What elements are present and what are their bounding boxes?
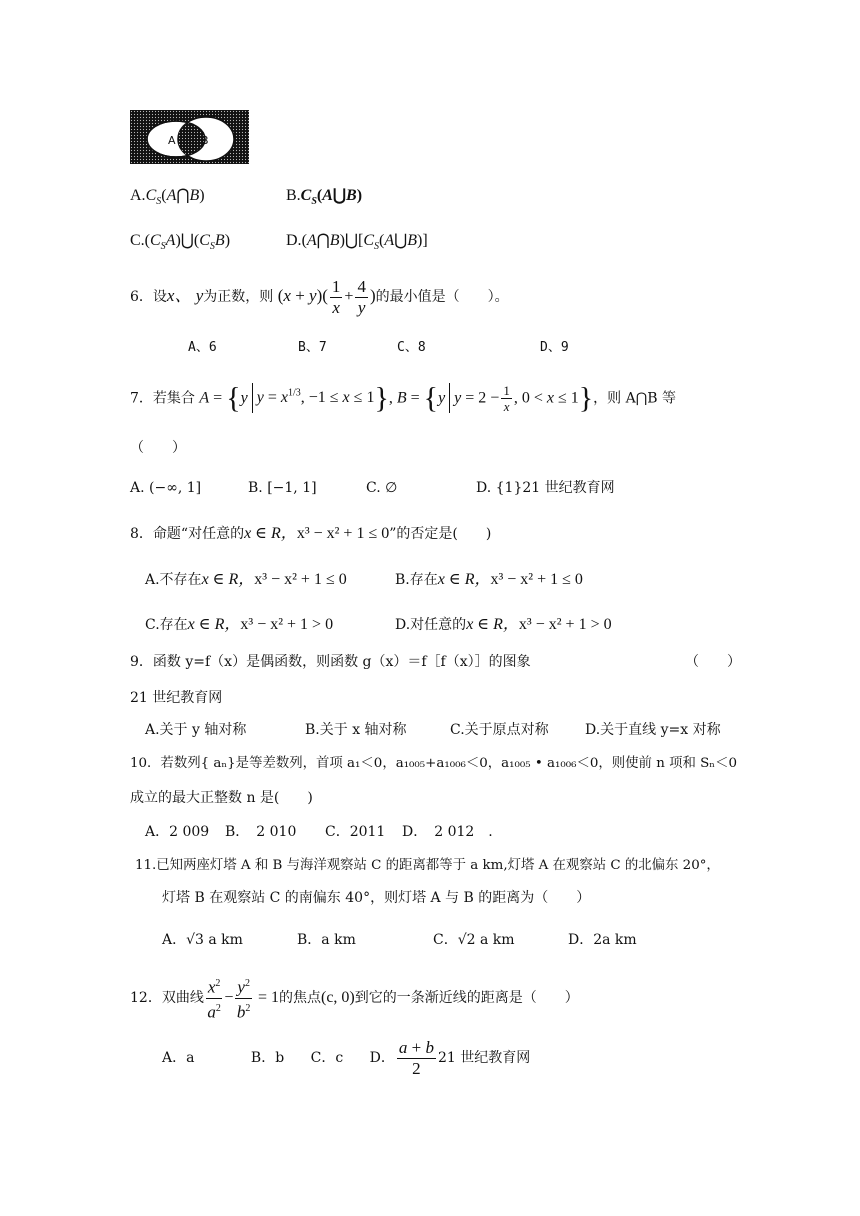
q9-option-b: B.关于 x 轴对称 [305,722,407,738]
q9-paren: （ ） [685,654,741,670]
q10-line-1: 10．若数列{ aₙ}是等差数列，首项 a₁＜0，a₁₀₀₅+a₁₀₀₆＜0，a₁₀₀₅ • a₁₀₀₆＜0，则使前 n 项和 Sₙ＜0 [130,756,737,771]
q12-stem: 12．双曲线 $\frac{x^2}{a^2}$ − $\frac{y^2}{b^2}$ = 1的焦点(c, 0)到它的一条渐近线的距离是（ ） [130,974,579,1022]
q12-option-c: C．c [310,1050,344,1066]
label-a: A [168,134,176,147]
q6-option-a: A、6 [188,340,217,355]
q8-option-a: A.不存在x ∈ R，x³ − x² + 1 ≤ 0 [145,571,347,588]
q8-option-d: D.对任意的x ∈ R，x³ − x² + 1 > 0 [395,616,612,633]
q10-option-d: D． 2 012 . [402,824,493,840]
q6-stem: 6．设x、 y为正数，则 (x + y)( $\frac{1}{x}$ + $\frac{4}{y}$ )的最小值是（ ）。 [130,276,509,317]
q10-option-b: B． 2 010 [225,824,297,840]
q11-option-b: B．a km [297,932,356,948]
q11-option-c: C．√2 a km [433,932,515,948]
q6-option-b: B、7 [298,340,327,355]
q10-line-2: 成立的最大正整数 n 是( ) [130,790,313,806]
q5-option-b: $B.C_S(A⋃B)$ [286,187,363,208]
q8-option-b: B.存在x ∈ R，x³ − x² + 1 ≤ 0 [395,571,583,588]
q7-option-c: C. ∅ [366,480,398,496]
q6-option-d: D、9 [540,340,569,355]
q9-option-a: A.关于 y 轴对称 [145,722,247,738]
q12-option-a: A．a [162,1050,195,1066]
q9-option-d: D.关于直线 y=x 对称 [585,722,721,738]
q6-option-c: C、8 [397,340,426,355]
q5-option-c: $C.(C_SA)⋃(C_SB)$ [130,232,231,253]
q11-option-d: D．2a km [568,932,637,948]
q7-option-a: A. (−∞, 1] [130,480,202,496]
q8-stem: 8．命题“对任意的x ∈ R，x³ − x² + 1 ≤ 0”的否定是( ) [130,525,492,542]
q5-option-d: $D.(A⋂B)⋃[C_S(A⋃B)]$ [286,232,428,253]
q11-line-2: 灯塔 B 在观察站 C 的南偏东 40°，则灯塔 A 与 B 的距离为（ ） [162,890,591,906]
q12-options [162,1036,530,1080]
q11-option-a: A．√3 a km [162,932,243,948]
q7-stem: 7．若集合 A = {y $y = x^{1/3}$, −1 ≤ x ≤ 1}, B = {y y = 2 − $\frac{1}{x}$ , 0 < x ≤ 1}，则 A⋂B 等 [130,381,676,415]
q11-line-1: 11.已知两座灯塔 A 和 B 与海洋观察站 C 的距离都等于 a km,灯塔 A 在观察站 C 的北偏东 20°， [135,858,720,873]
q9-source: 21 世纪教育网 [130,690,223,706]
q7-option-d: D. {1}21 世纪教育网 [476,480,615,496]
q9-option-c: C.关于原点对称 [450,722,549,738]
q7-paren: （ ） [130,440,186,456]
q7-option-b: B. [−1, 1] [248,480,317,496]
q12-option-b: B．b [250,1050,285,1066]
label-b: B [201,134,209,147]
q5-option-a: $A.C_S(A⋂B)$ [130,187,205,208]
q8-option-c: C.存在x ∈ R，x³ − x² + 1 > 0 [145,616,334,633]
q10-option-c: C．2011 [325,824,386,840]
q12-option-d: D． $\frac{a + b}{2}$ 21 世纪教育网 [369,1037,531,1078]
q10-option-a: A．2 009 [145,824,210,840]
q9-stem: 9．函数 y=f（x）是偶函数，则函数 g（x）＝f［f（x）］的图象 [130,654,531,670]
venn-diagram [130,110,249,164]
